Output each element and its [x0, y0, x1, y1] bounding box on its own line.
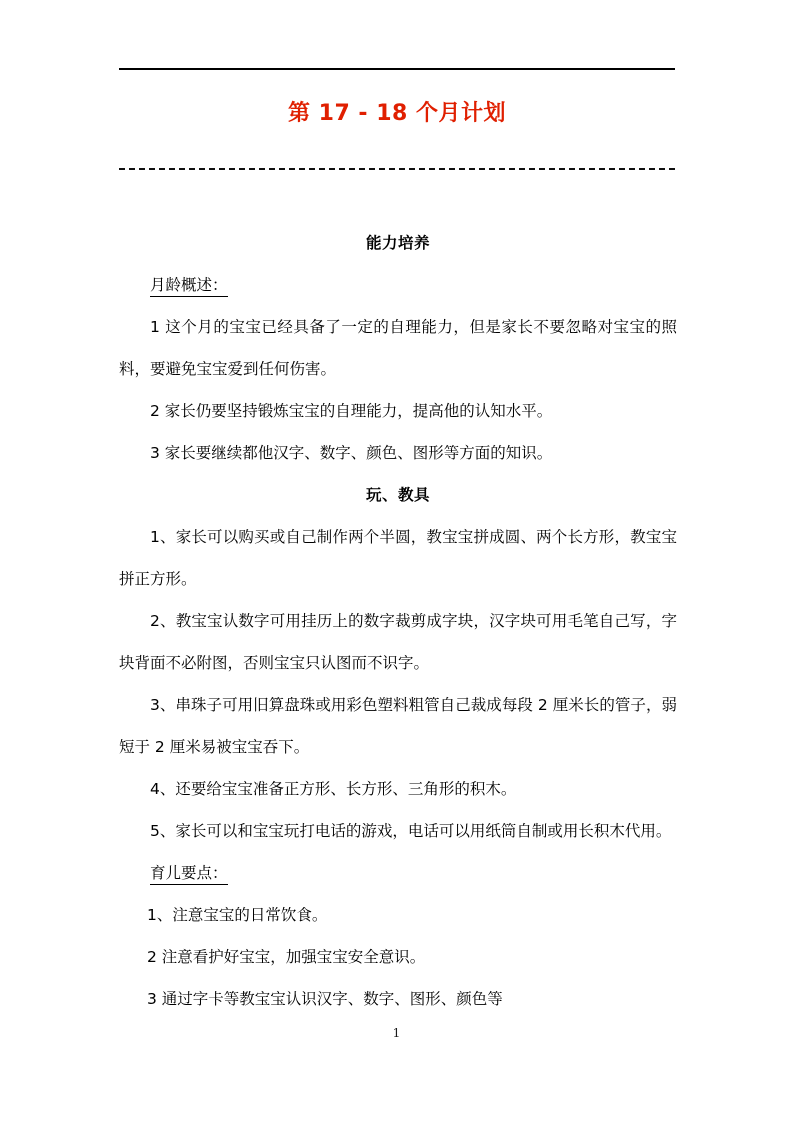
sub-heading-parenting-points-text: 育儿要点： [150, 864, 228, 885]
paragraph-toys-2: 2、教宝宝认数字可用挂历上的数字裁剪成字块，汉字块可用毛笔自己写，字块背面不必附图，否则宝宝只认图而不识字。 [119, 612, 677, 672]
paragraph-ability-1: 1 这个月的宝宝已经具备了一定的自理能力，但是家长不要忽略对宝宝的照料，要避免宝宝爱到任何伤害。 [119, 318, 677, 378]
section-heading-ability: 能力培养 [365, 234, 430, 252]
document-body [119, 222, 677, 1020]
paragraph-ability-2: 2 家长仍要坚持锻炼宝宝的自理能力，提高他的认知水平。 [150, 402, 553, 420]
paragraph-toys-3: 3、串珠子可用旧算盘珠或用彩色塑料粗管自己裁成每段 2 厘米长的管子，弱短于 2 厘米易被宝宝吞下。 [119, 696, 677, 756]
paragraph-toys-5: 5、家长可以和宝宝玩打电话的游戏，电话可以用纸筒自制或用长积木代用。 [150, 822, 672, 840]
paragraph-parenting-1: 1、注意宝宝的日常饮食。 [147, 906, 328, 924]
sub-heading-month-overview [119, 264, 677, 306]
section-toys-teaching-aids [119, 474, 677, 852]
section-ability-training [119, 222, 677, 474]
paragraph-toys-4: 4、还要给宝宝准备正方形、长方形、三角形的积木。 [150, 780, 517, 798]
section-heading-toys: 玩、教具 [365, 486, 430, 504]
paragraph-parenting-2: 2 注意看护好宝宝，加强宝宝安全意识。 [147, 948, 426, 966]
document-title: 第 17 - 18 个月计划 [288, 101, 506, 126]
paragraph-ability-3: 3 家长要继续都他汉字、数字、颜色、图形等方面的知识。 [150, 444, 553, 462]
header-rule-dashed [119, 168, 675, 170]
page-number: 1 [392, 1026, 401, 1040]
section-parenting-key-points [119, 852, 677, 1020]
paragraph-parenting-3: 3 通过字卡等教宝宝认识汉字、数字、图形、颜色等 [147, 990, 503, 1008]
paragraph-toys-1: 1、家长可以购买或自己制作两个半圆，教宝宝拼成圆、两个长方形，教宝宝拼正方形。 [119, 528, 677, 588]
sub-heading-month-overview-text: 月龄概述： [150, 276, 228, 297]
sub-heading-parenting-points [119, 852, 677, 894]
header-rule-solid [119, 68, 675, 70]
